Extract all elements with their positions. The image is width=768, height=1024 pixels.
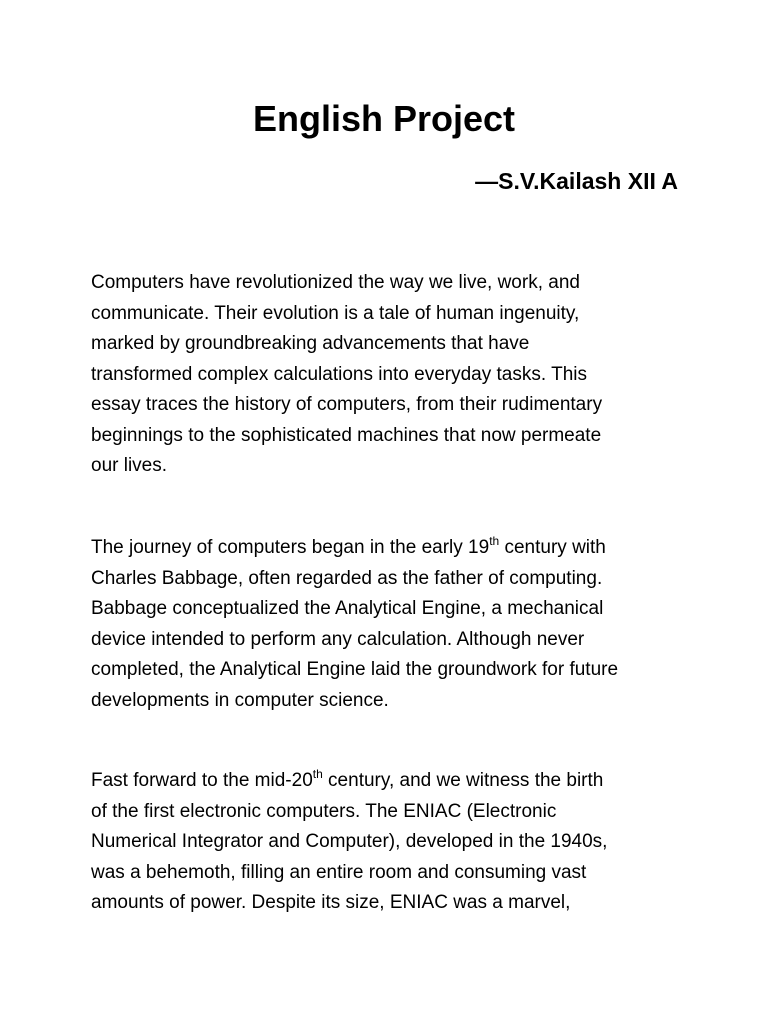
text-line: [91, 766, 691, 797]
text-line: beginnings to the sophisticated machines that now permeate: [91, 424, 602, 446]
text-line: of the first electronic computers. The ENIAC (Electronic: [91, 800, 557, 822]
superscript: th: [489, 534, 500, 548]
text-line: Numerical Integrator and Computer), developed in the 1940s,: [91, 831, 608, 852]
text-fragment: Fast forward to the mid-20: [91, 770, 313, 791]
text-line: essay traces the history of computers, from their rudimentary: [91, 394, 603, 415]
author-byline: —S.V.Kailash XII A: [475, 168, 678, 194]
text-line: developments in computer science.: [91, 689, 389, 711]
text-line: our lives.: [91, 455, 168, 476]
paragraph-babbage: [91, 533, 691, 716]
text-line: was a behemoth, filling an entire room and consuming vast: [91, 861, 587, 883]
text-line: amounts of power. Despite its size, ENIAC was a marvel,: [91, 892, 571, 913]
text-line: Computers have revolutionized the way we live, work, and: [91, 272, 580, 293]
text-line: communicate. Their evolution is a tale of human ingenuity,: [91, 302, 580, 324]
paragraph-intro: [91, 268, 691, 482]
text-line: [91, 533, 691, 564]
page-title: English Project: [252, 98, 516, 139]
superscript: th: [312, 767, 323, 781]
text-fragment: century with: [499, 537, 606, 558]
text-fragment: century, and we witness the birth: [322, 770, 604, 791]
text-line: transformed complex calculations into everyday tasks. This: [91, 363, 587, 385]
text-line: Babbage conceptualized the Analytical Engine, a mechanical: [91, 598, 604, 619]
text-line: device intended to perform any calculation. Although never: [91, 628, 585, 650]
text-line: Charles Babbage, often regarded as the father of computing.: [91, 567, 603, 589]
text-fragment: The journey of computers began in the early 19: [91, 537, 490, 558]
text-line: marked by groundbreaking advancements that have: [91, 333, 530, 354]
paragraph-eniac: [91, 766, 691, 919]
text-line: completed, the Analytical Engine laid the groundwork for future: [91, 659, 619, 680]
